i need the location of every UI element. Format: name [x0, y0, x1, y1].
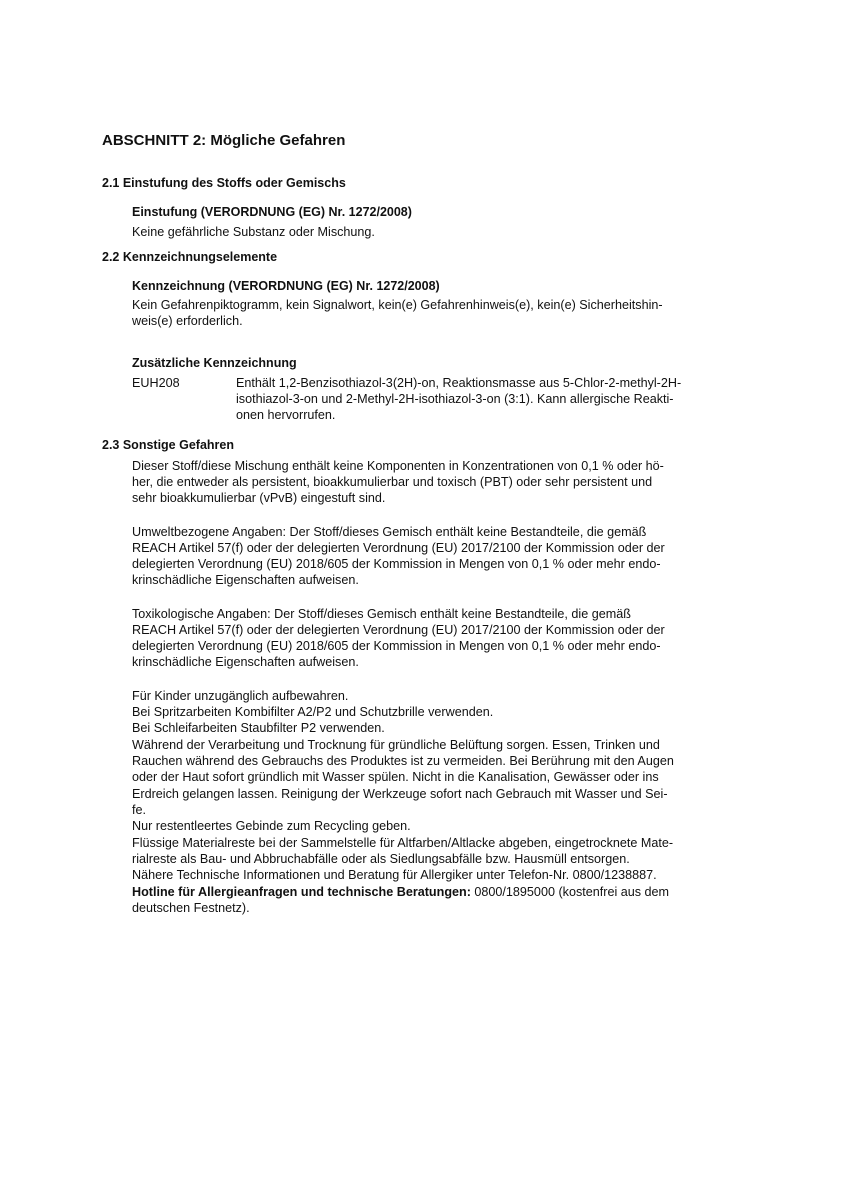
instruction-line: Nur restentleertes Gebinde zum Recycling geben.	[132, 819, 411, 833]
heading-2-3: 2.3 Sonstige Gefahren	[102, 438, 234, 452]
hotline-label: Hotline für Allergieanfragen und technische Beratungen:	[132, 885, 471, 899]
paragraph-toxikologie-line: delegierten Verordnung (EU) 2018/605 der Kommission in Mengen von 0,1 % oder mehr endo-	[132, 639, 661, 653]
paragraph-toxikologie-line: Toxikologische Angaben: Der Stoff/dieses Gemisch enthält keine Bestandteile, die gemäß	[132, 607, 631, 621]
text-einstufung: Keine gefährliche Substanz oder Mischung.	[132, 225, 375, 239]
section-title: ABSCHNITT 2: Mögliche Gefahren	[102, 132, 346, 149]
paragraph-umwelt-line: Umweltbezogene Angaben: Der Stoff/dieses Gemisch enthält keine Bestandteile, die gemäß	[132, 525, 647, 539]
instruction-line: fe.	[132, 803, 147, 817]
paragraph-pbt-line: sehr bioakkumulierbar (vPvB) eingestuft sind.	[132, 491, 386, 505]
hotline-number: 0800/1895000 (kostenfrei aus dem	[470, 885, 670, 899]
instruction-line: Flüssige Materialreste bei der Sammelstelle für Altfarben/Altlacke abgeben, eingetrocknete Mate-	[132, 836, 674, 850]
heading-2-2: 2.2 Kennzeichnungselemente	[102, 250, 278, 264]
text-kennzeichnung-line: weis(e) erforderlich.	[132, 314, 243, 328]
paragraph-umwelt-line: delegierten Verordnung (EU) 2018/605 der Kommission in Mengen von 0,1 % oder mehr endo-	[132, 557, 661, 571]
euh-code: EUH208	[132, 376, 180, 390]
euh-text-line: Enthält 1,2-Benzisothiazol-3(2H)-on, Reaktionsmasse aus 5-Chlor-2-methyl-2H-	[236, 376, 682, 390]
subheading-einstufung: Einstufung (VERORDNUNG (EG) Nr. 1272/2008)	[132, 205, 412, 219]
euh-text-line: onen hervorrufen.	[236, 408, 336, 422]
subheading-kennzeichnung: Kennzeichnung (VERORDNUNG (EG) Nr. 1272/2008)	[132, 279, 440, 293]
heading-2-1: 2.1 Einstufung des Stoffs oder Gemischs	[102, 176, 346, 190]
hotline-line	[132, 884, 669, 900]
instruction-line: oder der Haut sofort gründlich mit Wasser spülen. Nicht in die Kanalisation, Gewässer oder ins	[132, 770, 659, 784]
hotline-tail: deutschen Festnetz).	[132, 901, 250, 915]
paragraph-pbt-line: her, die entweder als persistent, bioakkumulierbar und toxisch (PBT) oder sehr persistent und	[132, 475, 653, 489]
instruction-line: Nähere Technische Informationen und Beratung für Allergiker unter Telefon-Nr. 0800/1238887.	[132, 868, 657, 882]
instruction-line: rialreste als Bau- und Abbruchabfälle oder als Siedlungsabfälle bzw. Hausmüll entsorgen.	[132, 852, 630, 866]
instruction-line: Für Kinder unzugänglich aufbewahren.	[132, 689, 349, 703]
instruction-line: Bei Schleifarbeiten Staubfilter P2 verwenden.	[132, 721, 385, 735]
paragraph-toxikologie-line: krinschädliche Eigenschaften aufweisen.	[132, 655, 359, 669]
text-kennzeichnung-line: Kein Gefahrenpiktogramm, kein Signalwort, kein(e) Gefahrenhinweis(e), kein(e) Sicherheitshin-	[132, 298, 663, 312]
paragraph-umwelt-line: REACH Artikel 57(f) oder der delegierten Verordnung (EU) 2017/2100 der Kommission oder der	[132, 541, 665, 555]
subheading-zusaetzliche-kennzeichnung: Zusätzliche Kennzeichnung	[132, 356, 297, 370]
instruction-line: Bei Spritzarbeiten Kombifilter A2/P2 und Schutzbrille verwenden.	[132, 705, 494, 719]
instruction-line: Erdreich gelangen lassen. Reinigung der Werkzeuge sofort nach Gebrauch mit Wasser und Sei-	[132, 787, 668, 801]
paragraph-pbt-line: Dieser Stoff/diese Mischung enthält keine Komponenten in Konzentrationen von 0,1 % oder hö-	[132, 459, 664, 473]
euh-text-line: isothiazol-3-on und 2-Methyl-2H-isothiazol-3-on (3:1). Kann allergische Reakti-	[236, 392, 674, 406]
paragraph-umwelt-line: krinschädliche Eigenschaften aufweisen.	[132, 573, 359, 587]
paragraph-toxikologie-line: REACH Artikel 57(f) oder der delegierten Verordnung (EU) 2017/2100 der Kommission oder der	[132, 623, 665, 637]
instruction-line: Rauchen während des Gebrauchs des Produktes ist zu vermeiden. Bei Berührung mit den Augen	[132, 754, 674, 768]
instruction-line: Während der Verarbeitung und Trocknung für gründliche Belüftung sorgen. Essen, Trinken und	[132, 738, 660, 752]
